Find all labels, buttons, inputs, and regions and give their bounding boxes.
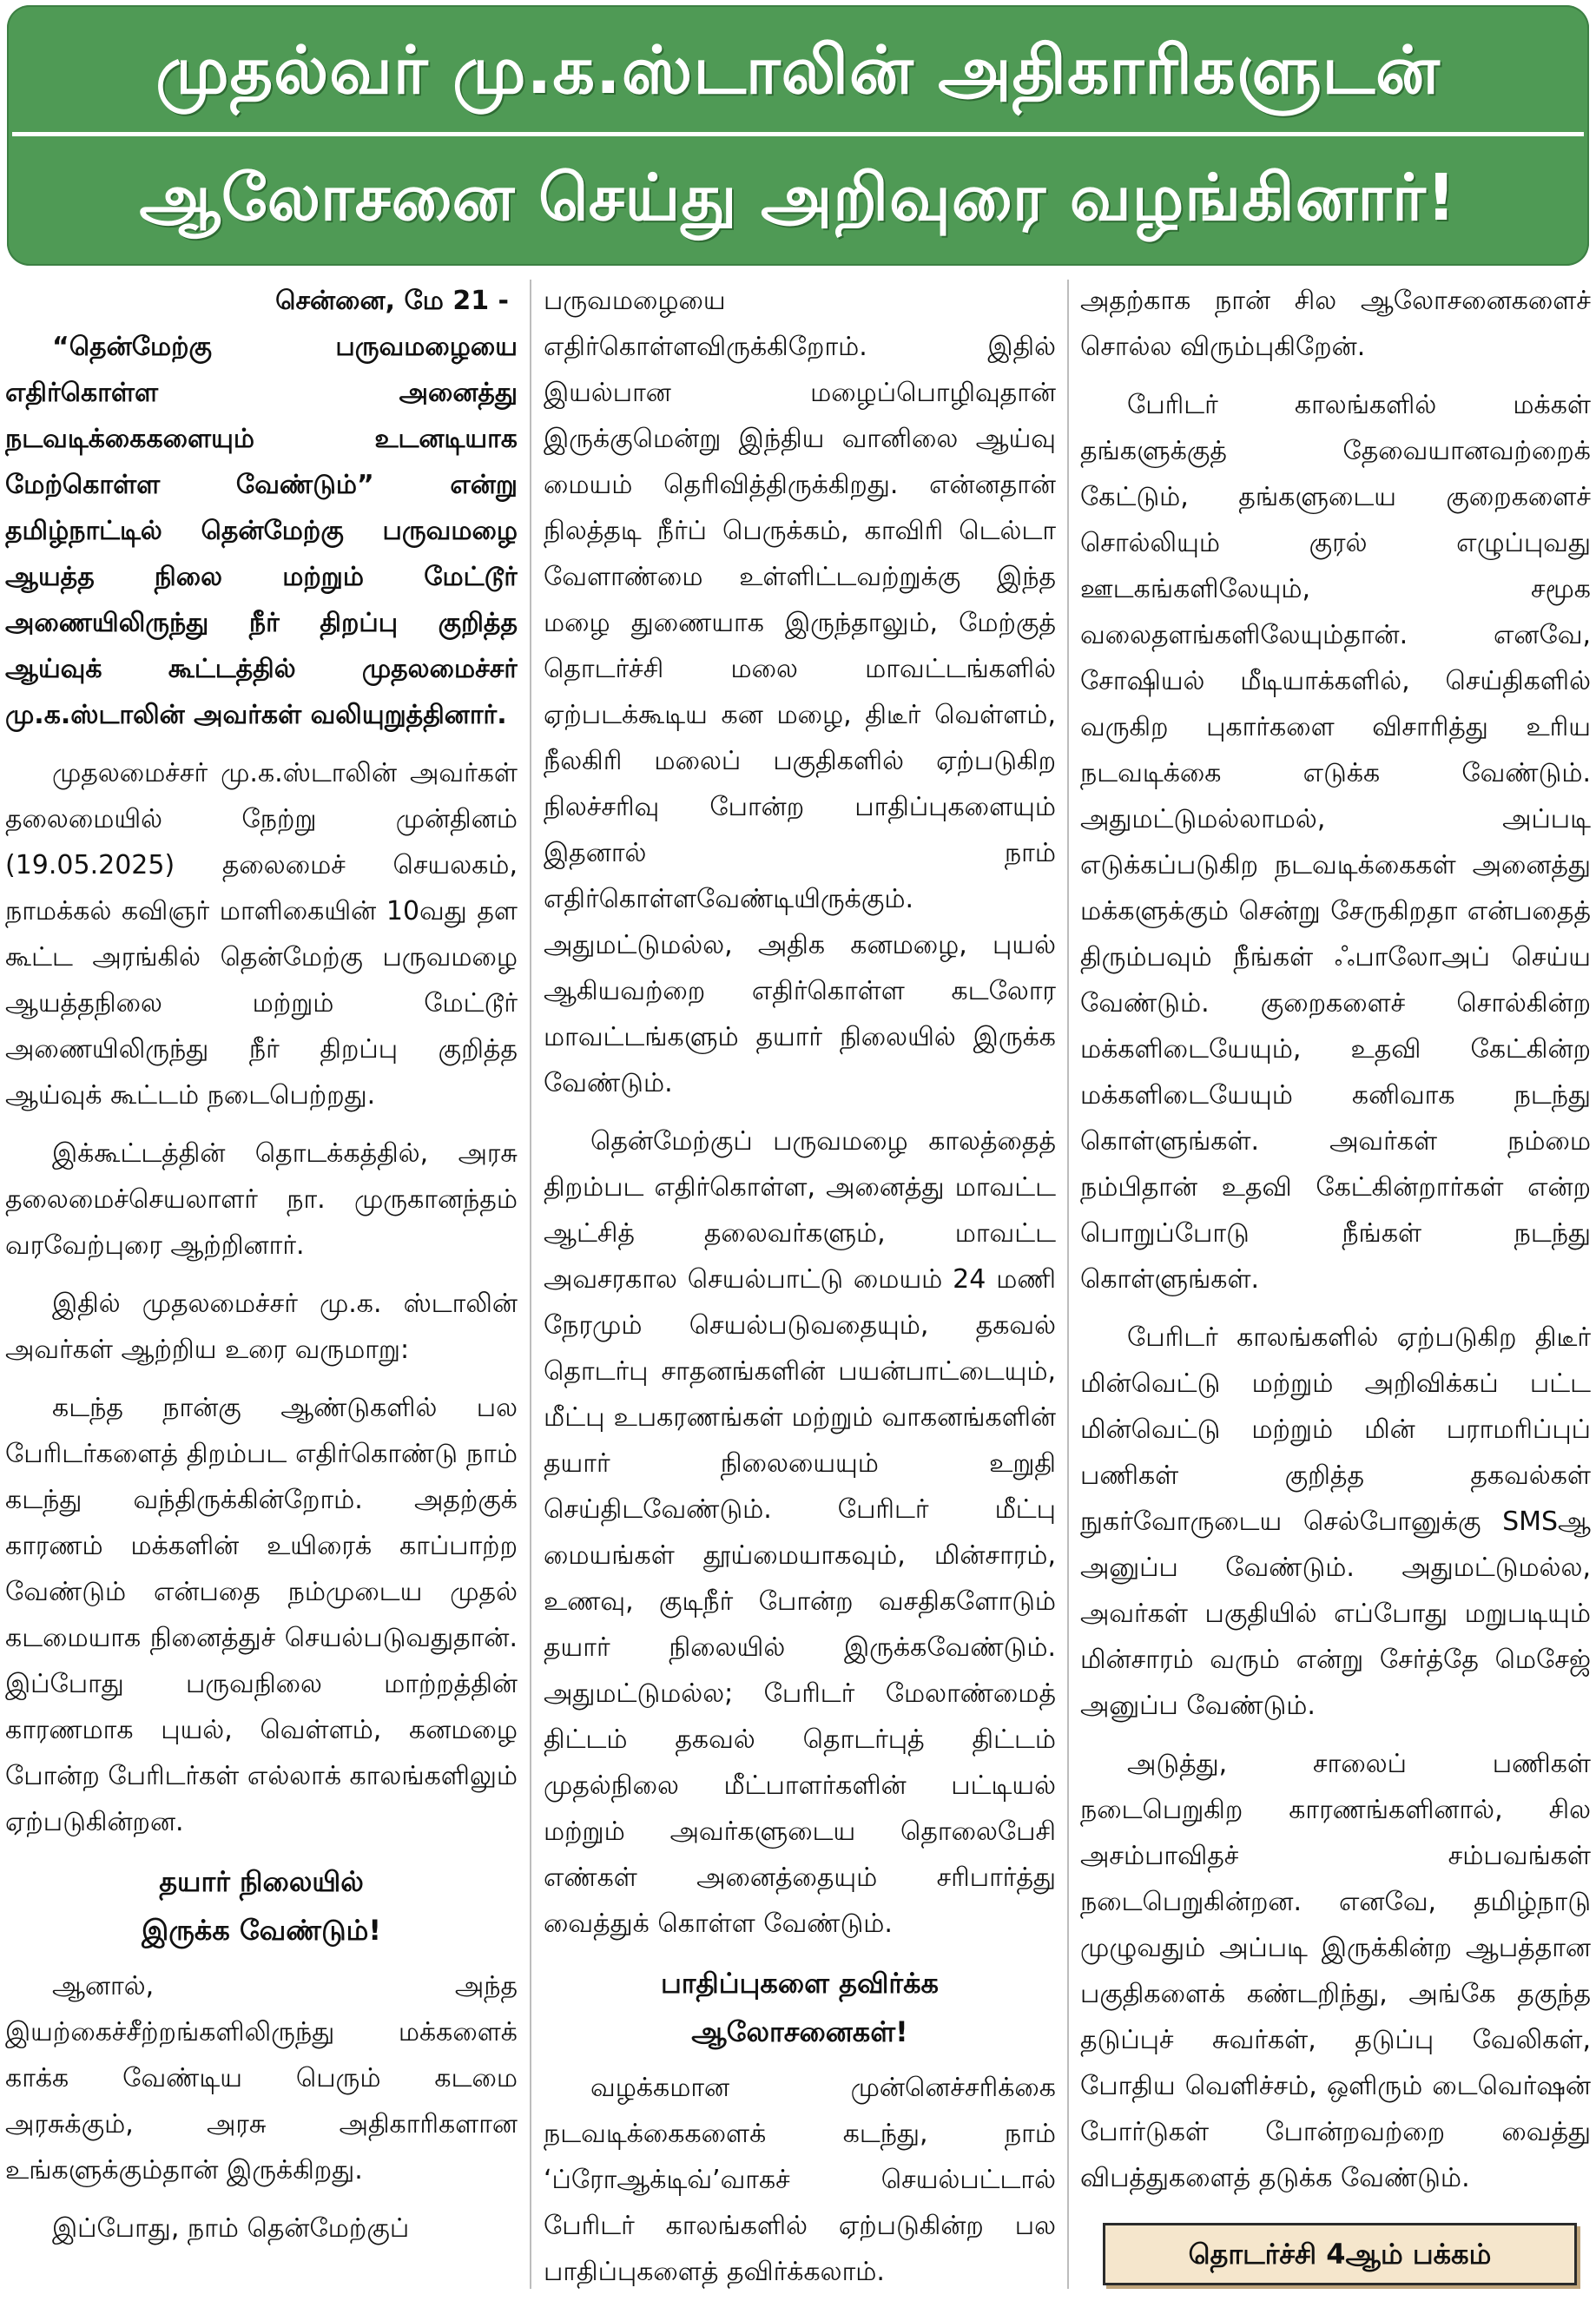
body-paragraph: முதலமைச்சர் மு.க.ஸ்டாலின் அவர்கள் தலைமையில் நேற்று முன்தினம் (19.05.2025) தலைமைச் செயலகம், நாமக்கல் கவிஞர் மாளிகையின் 10வது தள கூட்ட அரங்கில் தென்மேற்கு பருவமழை ஆயத்தநிலை மற்றும் மேட்டூர் அணையிலிருந்து நீர் திறப்பு குறித்த ஆய்வுக் கூட்டம் நடைபெற்றது. [5, 758, 518, 1111]
body-paragraph: இப்போது, நாம் தென்மேற்குப் [52, 2213, 410, 2244]
body-paragraph: பருவமழையை எதிர்கொள்ளவிருக்கிறோம். இதில் இயல்பான மழைப்பொழிவுதான் இருக்குமென்று இந்திய வானிலை ஆய்வு மையம் தெரிவித்திருக்கிறது. என்னதான் நிலத்தடி நீர்ப் பெருக்கம், காவிரி டெல்டா வேளாண்மை உள்ளிட்டவற்றுக்கு இந்த மழை துணையாக இருந்தாலும், மேற்குத் தொடர்ச்சி மலை மாவட்டங்களில் ஏற்படக்கூடிய கன மழை, திடீர் வெள்ளம், நீலகிரி மலைப் பகுதிகளில் ஏற்படுகிற நிலச்சரிவு போன்ற பாதிப்புகளையும் இதனால் நாம் எதிர்கொள்ளவேண்டியிருக்கும். அதுமட்டுமல்ல, அதிக கனமழை, புயல் ஆகியவற்றை எதிர்கொள்ள கடலோர மாவட்டங்களும் தயார் நிலையில் இருக்க வேண்டும். [544, 286, 1056, 1098]
subheading-advice-line-2: ஆலோசனைகள்! [691, 2015, 908, 2048]
article-column-1 [5, 278, 518, 2292]
headline-banner [7, 5, 1589, 266]
body-paragraph: பேரிடர் காலங்களில் ஏற்படுகிற திடீர் மின்வெட்டு மற்றும் அறிவிக்கப் பட்ட மின்வெட்டு மற்றும் மின் பராமரிப்புப் பணிகள் குறித்த தகவல்கள் நுகர்வோருடைய செல்போனுக்கு SMSஆ அனுப்ப வேண்டும். அதுமட்டுமல்ல, அவர்கள் பகுதியில் எப்போது மறுபடியும் மின்சாரம் வரும் என்று சேர்த்தே மெசேஜ் அனுப்ப வேண்டும். [1080, 1322, 1591, 1721]
continued-on-page-4-box: தொடர்ச்சி 4ஆம் பக்கம் [1103, 2223, 1577, 2285]
lead-paragraph: “தென்மேற்கு பருவமழையை எதிர்கொள்ள அனைத்து நடவடிக்கைகளையும் உடனடியாக மேற்கொள்ள வேண்டும்” என்று தமிழ்நாட்டில் தென்மேற்கு பருவமழை ஆயத்த நிலை மற்றும் மேட்டூர் அணையிலிருந்து நீர் திறப்பு குறித்த ஆய்வுக் கூட்டத்தில் முதலமைச்சர் மு.க.ஸ்டாலின் அவர்கள் வலியுறுத்தினார். [5, 332, 518, 730]
subheading-advice-line-1: பாதிப்புகளை தவிர்க்க [660, 1967, 940, 2000]
body-paragraph: அடுத்து, சாலைப் பணிகள் நடைபெறுகிற காரணங்களினால், சில அசம்பாவிதச் சம்பவங்கள் நடைபெறுகின்றன. எனவே, தமிழ்நாடு முழுவதும் அப்படி இருக்கின்ற ஆபத்தான பகுதிகளைக் கண்டறிந்து, அங்கே தகுந்த தடுப்புச் சுவர்கள், தடுப்பு வேலிகள், போதிய வெளிச்சம், ஒளிரும் டைவெர்ஷன் போர்டுகள் போன்றவற்றை வைத்து விபத்துகளைத் தடுக்க வேண்டும். [1080, 1749, 1591, 2193]
body-paragraph: வழக்கமான முன்னெச்சரிக்கை நடவடிக்கைகளைக் கடந்து, நாம் ‘ப்ரோஆக்டிவ்’வாகச் செயல்பட்டால் பேரிடர் காலங்களில் ஏற்படுகின்ற பல பாதிப்புகளைத் தவிர்க்கலாம். [544, 2073, 1056, 2287]
headline-line-2: ஆலோசனை செய்து அறிவுரை வழங்கினார்! [139, 161, 1457, 235]
column-rule-2 [1067, 280, 1069, 2289]
body-paragraph: இதில் முதலமைச்சர் மு.க. ஸ்டாலின் அவர்கள் ஆற்றிய உரை வருமாறு: [5, 1289, 518, 1365]
headline-line-1: முதல்வர் மு.க.ஸ்டாலின் அதிகாரிகளுடன் [155, 31, 1441, 109]
dateline: சென்னை, மே 21 - [275, 286, 509, 316]
body-paragraph: பேரிடர் காலங்களில் மக்கள் தங்களுக்குத் தேவையானவற்றைக் கேட்டும், தங்களுடைய குறைகளைச் சொல்லியும் குரல் எழுப்புவது ஊடகங்களிலேயும், சமூக வலைதளங்களிலேயும்தான். எனவே, சோஷியல் மீடியாக்களில், செய்திகளில் வருகிற புகார்களை விசாரித்து உரிய நடவடிக்கை எடுக்க வேண்டும். அதுமட்டுமல்லாமல், அப்படி எடுக்கப்படுகிற நடவடிக்கைகள் அனைத்து மக்களுக்கும் சென்று சேருகிறதா என்பதைத் திரும்பவும் நீங்கள் ஃபாலோஅப் செய்ய வேண்டும். குறைகளைச் சொல்கின்ற மக்களிடையேயும், உதவி கேட்கின்ற மக்களிடையேயும் கனிவாக நடந்து கொள்ளுங்கள். அவர்கள் நம்மை நம்பிதான் உதவி கேட்கின்றார்கள் என்ற பொறுப்போடு நீங்கள் நடந்து கொள்ளுங்கள். [1080, 390, 1591, 1295]
subheading-ready-line-2: இருக்க வேண்டும்! [142, 1914, 381, 1947]
article-column-2 [544, 278, 1056, 2292]
body-paragraph: ஆனால், அந்த இயற்கைச்சீற்றங்களிலிருந்து மக்களைக் காக்க வேண்டிய பெரும் கடமை அரசுக்கும், அரசு அதிகாரிகளான உங்களுக்கும்தான் இருக்கிறது. [5, 1971, 518, 2186]
body-paragraph: கடந்த நான்கு ஆண்டுகளில் பல பேரிடர்களைத் திறம்பட எதிர்கொண்டு நாம் கடந்து வந்திருக்கின்றோம். அதற்குக் காரணம் மக்களின் உயிரைக் காப்பாற்ற வேண்டும் என்பதை நம்முடைய முதல் கடமையாக நினைத்துச் செயல்படுவதுதான். இப்போது பருவநிலை மாற்றத்தின் காரணமாக புயல், வெள்ளம், கனமழை போன்ற பேரிடர்கள் எல்லாக் காலங்களிலும் ஏற்படுகின்றன. [5, 1393, 518, 1837]
body-paragraph: தென்மேற்குப் பருவமழை காலத்தைத் திறம்பட எதிர்கொள்ள, அனைத்து மாவட்ட ஆட்சித் தலைவர்களும், மாவட்ட அவசரகால செயல்பாட்டு மையம் 24 மணி நேரமும் செயல்படுவதையும், தகவல் தொடர்பு சாதனங்களின் பயன்பாட்டையும், மீட்பு உபகரணங்கள் மற்றும் வாகனங்களின் தயார் நிலையையும் உறுதி செய்திடவேண்டும். பேரிடர் மீட்பு மையங்கள் தூய்மையாகவும், மின்சாரம், உணவு, குடிநீர் போன்ற வசதிகளோடும் தயார் நிலையில் இருக்கவேண்டும். அதுமட்டுமல்ல; பேரிடர் மேலாண்மைத் திட்டம் தகவல் தொடர்புத் திட்டம் முதல்நிலை மீட்பாளர்களின் பட்டியல் மற்றும் அவர்களுடைய தொலைபேசி எண்கள் அனைத்தையும் சரிபார்த்து வைத்துக் கொள்ள வேண்டும். [544, 1126, 1056, 1939]
subheading-ready-line-1: தயார் நிலையில் [159, 1865, 364, 1898]
subheading-ready [5, 1857, 518, 1955]
body-paragraph: இக்கூட்டத்தின் தொடக்கத்தில், அரசு தலைமைச்செயலாளர் நா. முருகானந்தம் வரவேற்புரை ஆற்றினார். [5, 1138, 518, 1261]
body-paragraph: அதற்காக நான் சில ஆலோசனைகளைச் சொல்ல விரும்புகிறேன். [1080, 286, 1591, 362]
headline-divider [12, 132, 1584, 136]
column-rule-1 [530, 280, 531, 2289]
subheading-advice [544, 1959, 1056, 2056]
article-column-3 [1080, 278, 1591, 2292]
